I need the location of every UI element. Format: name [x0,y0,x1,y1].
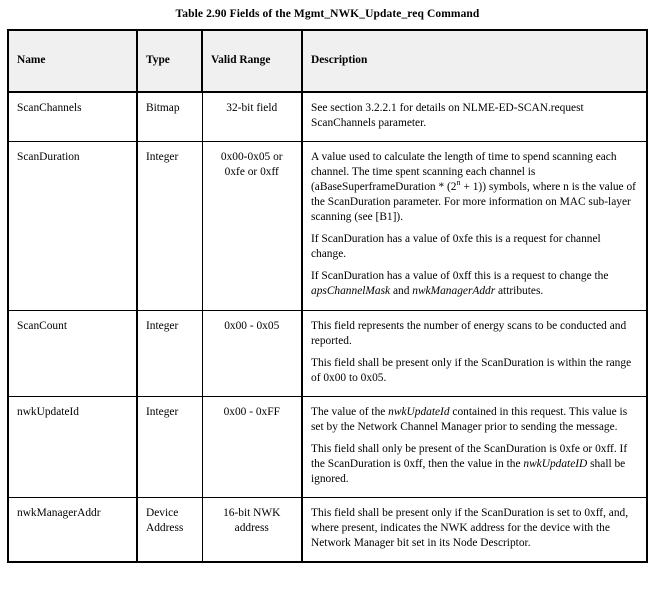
description-paragraph [311,150,638,225]
description-text: If ScanDuration has a value of 0xff this is a request to change the [311,270,609,283]
field-description [302,142,647,310]
attribute-name-nwk-manager-addr: nwkManagerAddr [412,285,496,298]
description-paragraph [311,405,638,435]
attribute-name-nwk-update-id-upper: nwkUpdateID [523,457,588,470]
table-row [8,497,647,562]
description-paragraph: See section 3.2.2.1 for details on NLME-ED-SCAN.request ScanChannels parameter. [311,102,584,130]
description-paragraph [311,269,638,299]
column-header-type: Type [137,30,202,92]
column-header-valid-range: Valid Range [202,30,302,92]
field-name: ScanCount [8,310,137,396]
field-description [302,92,647,142]
valid-range-line: address [234,521,269,534]
field-valid-range [202,142,302,310]
field-type-line: Address [146,521,184,534]
table-row [8,142,647,310]
attribute-name-nwk-update-id: nwkUpdateId [388,405,450,418]
field-valid-range: 0x00 - 0xFF [202,396,302,497]
field-name: ScanDuration [8,142,137,310]
description-text: This field shall only be present of the ScanDuration is 0xfe or 0xff. If the ScanDuration is 0xff, then the value in the [311,442,628,470]
field-type: Bitmap [137,92,202,142]
field-description [302,497,647,562]
description-paragraph: This field represents the number of energy scans to be conducted and reported. [311,319,627,347]
description-text: and [390,285,413,298]
description-paragraph: This field shall be present only if the ScanDuration is within the range of 0x00 to 0x05. [311,356,632,384]
field-description [302,396,647,497]
description-text: The value of the [311,405,389,418]
field-valid-range: 0x00 - 0x05 [202,310,302,396]
table-row [8,310,647,396]
field-type-line: Device [146,506,179,519]
field-name: nwkUpdateId [8,396,137,497]
column-header-name: Name [8,30,137,92]
description-text: attributes. [495,285,544,298]
description-paragraph [311,442,638,487]
description-text: contained in this request. This value is set by the Network Channel Manager prior to sending the message. [311,405,628,433]
table-body [8,92,647,562]
field-type: Integer [137,142,202,310]
description-paragraph: If ScanDuration has a value of 0xfe this is a request for channel change. [311,233,601,261]
description-text: + 1)) symbols, where n is the value of the ScanDuration parameter. For more information on MAC sub-layer scanning (see [B1]). [311,181,636,224]
field-type: Integer [137,310,202,396]
description-paragraph: This field shall be present only if the ScanDuration is set to 0xff, and, where present, indicates the NWK address for the device with the Network Manager bit set in its Node Descriptor. [311,506,629,550]
column-header-description: Description [302,30,647,92]
table-caption: Table 2.90 Fields of the Mgmt_NWK_Update_req Command [175,8,480,20]
mgmt-nwk-update-req-fields-table [7,29,648,563]
description-text: shall be ignored. [311,457,626,485]
superscript-exponent: n [456,178,461,188]
field-valid-range: 32-bit field [202,92,302,142]
table-row [8,92,647,142]
valid-range-line: 0x00-0x05 or [220,151,283,164]
table-header-row [8,30,647,92]
field-type [137,497,202,562]
field-name: ScanChannels [8,92,137,142]
description-text: A value used to calculate the length of time to spend scanning each channel. The time spent scanning each channel is (aBaseSuperframeDuration * (2 [311,151,617,194]
field-description [302,310,647,396]
table-row [8,396,647,497]
attribute-name-aps-channel-mask: apsChannelMask [311,285,391,298]
valid-range-line: 0xfe or 0xff [224,166,279,179]
field-valid-range [202,497,302,562]
valid-range-line: 16-bit NWK [223,506,281,519]
field-type: Integer [137,396,202,497]
table-header [8,30,647,92]
field-name: nwkManagerAddr [8,497,137,562]
